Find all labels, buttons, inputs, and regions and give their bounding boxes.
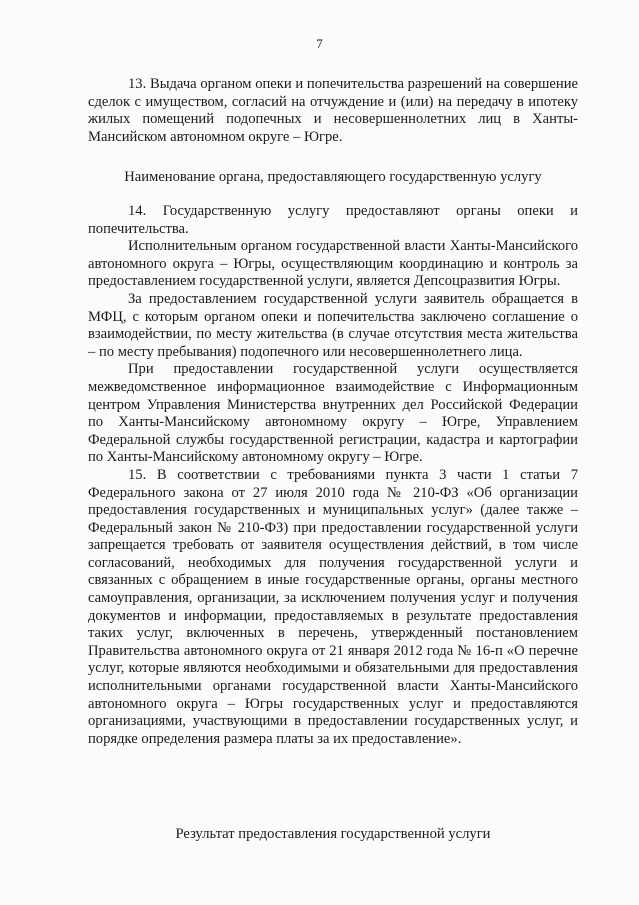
heading-service-result: Результат предоставления государственной услуги [175, 826, 491, 842]
section-14-paragraph-3: За предоставлением государственной услуги заявитель обращается в МФЦ, с которым органом опеки и попечительства заключено соглашение о взаимодействии, по месту жительства (в случае отсутствия места жительства – по месту пребывания) подопечного или несовершеннолетнего лица. [88, 290, 578, 360]
heading-providing-organ: Наименование органа, предоставляющего государственную услугу [124, 169, 542, 185]
section-15-paragraph: 15. В соответствии с требованиями пункта 3 части 1 статьи 7 Федерального закона от 27 июля 2010 года № 210-ФЗ «Об организации предоставления государственных и муниципальных услуг» (далее также – Федеральный закон № 210-ФЗ) при предоставлении государственной услуги запрещается требовать от заявителя осуществления действий, в том числе согласований, необходимых для получения государственной услуги и связанных с обращением в иные государственные органы, органы местного самоуправления, организации, за исключением получения услуг и получения документов и информации, предоставляемых в результате предоставления таких услуг, включенных в перечень, утвержденный постановлением Правительства автономного округа от 21 января 2012 года № 16-п «О перечне услуг, которые являются необходимыми и обязательными для предоставления исполнительными органами государственной власти Ханты-Мансийского автономного округа – Югры государственных услуг и предоставляются организациями, участвующими в предоставлении государственных услуг, и порядке определения размера платы за их предоставление». [88, 466, 578, 747]
section-14-paragraph-4: При предоставлении государственной услуги осуществляется межведомственное информационное взаимодействие с Информационным центром Управления Министерства внутренних дел Российской Федерации по Ханты-Мансийскому автономному округу – Югре, Управлением Федеральной службы государственной регистрации, кадастра и картографии по Ханты-Мансийскому автономному округу – Югре. [88, 361, 578, 466]
section-13-paragraph: 13. Выдача органом опеки и попечительства разрешений на совершение сделок с имуществом, согласий на отчуждение и (или) на передачу в ипотеку жилых помещений подопечных и несовершеннолетних лиц в Ханты-Мансийском автономном округе – Югре. [88, 76, 578, 145]
section-13 [88, 76, 578, 146]
section-14-paragraph-2: Исполнительным органом государственной власти Ханты-Мансийского автономного округа – Югры, осуществляющим координацию и контроль за предоставлением государственной услуги, является Депсоцразвития Югры. [88, 238, 578, 290]
page-number: 7 [316, 36, 323, 51]
section-14 [88, 203, 578, 748]
section-14-paragraph-1: 14. Государственную услугу предоставляют органы опеки и попечительства. [88, 203, 578, 237]
